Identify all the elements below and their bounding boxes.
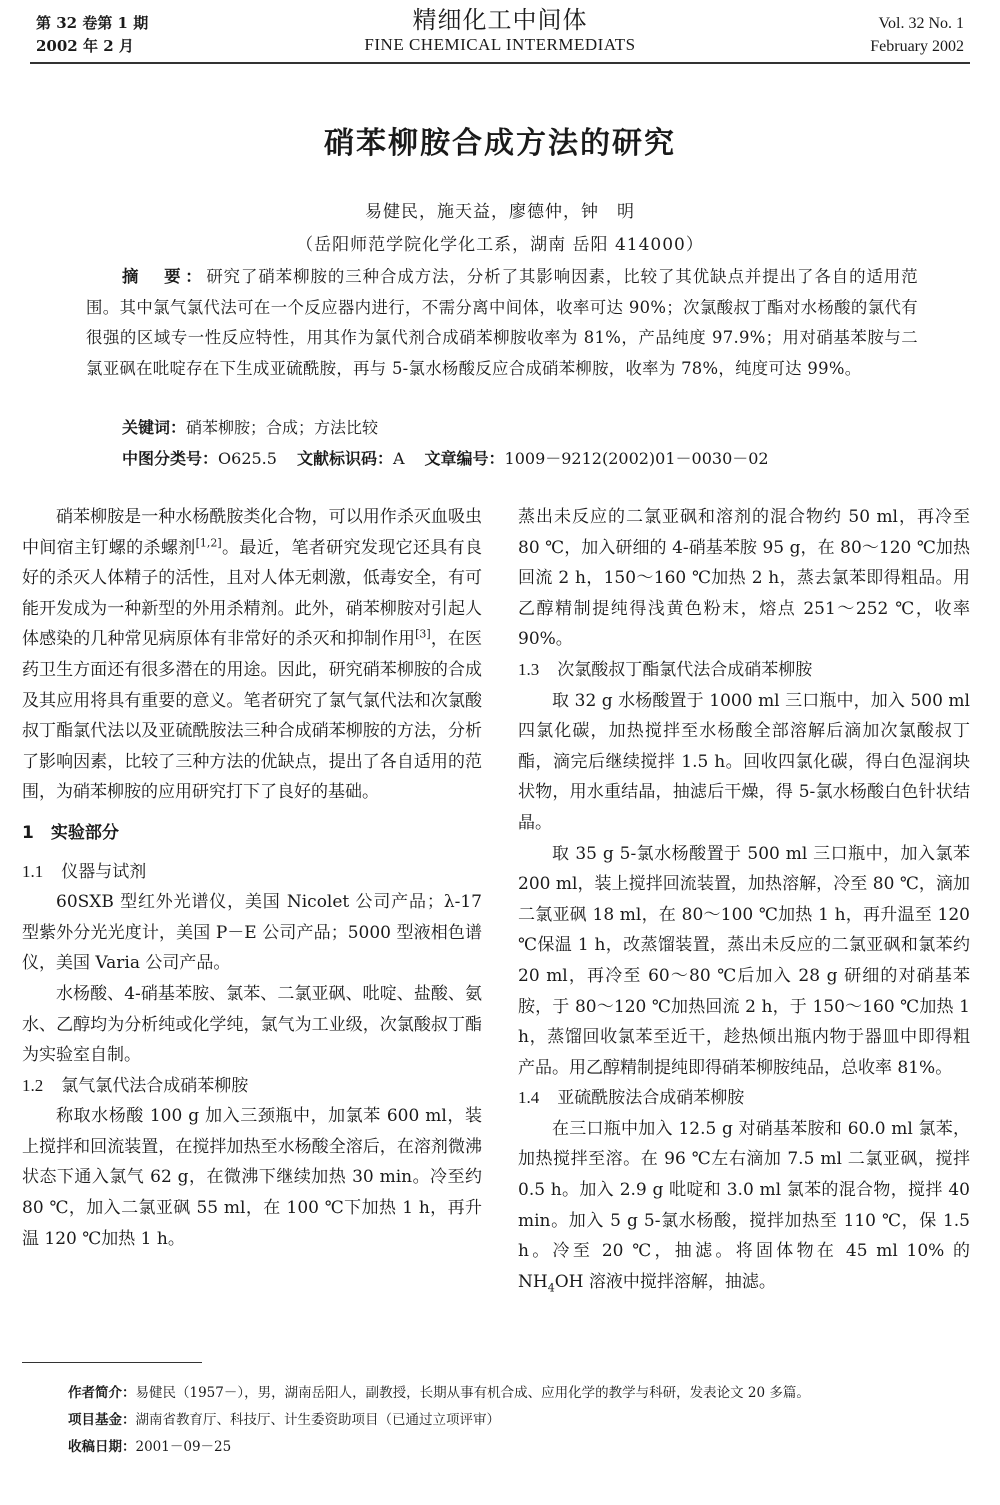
intro-text-3: ，在医药卫生方面还有很多潜在的用途。因此，研究硝苯柳胺的合成及其应用将具有重要的意义。笔者研究了氯气氯代法和次氯酸叔丁酯氯代法以及亚硫酰胺法三种合成硝苯柳胺的方法，分析了影响因素，比较了三种方法的优缺点，提出了各自适用的范围，为硝苯柳胺的应用研究打下了良好的基础。 — [22, 629, 483, 803]
section-heading-1: 1 实验部分 — [22, 822, 119, 843]
paragraph-hypochlorite-a: 取 32 g 水杨酸置于 1000 ml 三口瓶中，加入 500 ml 四氯化碳，加热搅拌至水杨酸全部溶解后滴加次氯酸叔丁酯，滴完后继续搅拌 1.5 h。回收四氯化碳，得白色湿润块状物，用水重结晶，抽滤后干燥，得 5-氯水杨酸白色针状结晶。 — [518, 690, 970, 833]
subsection-heading-1-1 — [22, 857, 482, 888]
intro-text-1: 硝苯柳胺是一种水杨酰胺类化合物，可以用作杀灭血吸虫中间宿主钉螺的杀螺剂 — [22, 507, 482, 558]
footnote-fund — [68, 1407, 810, 1434]
header-volume-en: Vol. 32 No. 1 — [878, 15, 964, 32]
subsection-title: 次氯酸叔丁酯氯代法合成硝苯柳胺 — [557, 659, 813, 680]
footnote-author — [68, 1380, 810, 1407]
footnote-author-label: 作者简介： — [68, 1385, 136, 1401]
header-issue-info-en — [870, 12, 964, 58]
subsection-heading-1-4 — [518, 1083, 970, 1114]
paragraph-sulfinylamine — [518, 1114, 970, 1298]
intro-paragraph — [22, 502, 482, 808]
header-journal — [0, 6, 1000, 56]
citation-3: [3] — [415, 627, 431, 641]
running-header — [0, 0, 1000, 62]
subscript-4: 4 — [547, 1281, 555, 1295]
paragraph-chlorine-method: 称取水杨酸 100 g 加入三颈瓶中，加氯苯 600 ml，装上搅拌和回流装置，在搅拌加热至水杨酸全溶后，在溶剂微沸状态下通入氯气 62 g，在微沸下继续加热 30 min。冷至约 80 ℃，加入二氯亚砜 55 ml，在 100 ℃下加热 1 h，再升温 120 ℃加热 1 h。 — [22, 1106, 482, 1249]
journal-title-cn: 精细化工中间体 — [412, 6, 588, 34]
subsection-number: 1.3 — [518, 659, 540, 679]
paragraph-reagents: 水杨酸、4-硝基苯胺、氯苯、二氯亚砜、吡啶、盐酸、氨水、乙醇均为分析纯或化学纯，氯气为工业级，次氯酸叔丁酯为实验室自制。 — [22, 983, 482, 1066]
article-id-value: 1009－9212(2002)01－0030－02 — [504, 449, 769, 468]
right-column — [518, 502, 970, 1297]
intro-text-2: 。最近，笔者研究发现它还具有良好的杀灭人体精子的活性，且对人体无刺激，低毒安全，有可能开发成为一种新型的外用杀精剂。此外，硝苯柳胺对引起人体感染的几种常见病原体有非常好的杀灭和抑制作用 — [22, 537, 483, 650]
journal-title-en: FINE CHEMICAL INTERMEDIATS — [364, 35, 636, 54]
clc-label: 中图分类号： — [122, 449, 219, 468]
footnote-received-label: 收稿日期： — [68, 1439, 136, 1455]
subsection-heading-1-2 — [22, 1071, 482, 1102]
footnote-fund-text: 湖南省教育厅、科技厅、计生委资助项目（已通过立项评审） — [135, 1412, 500, 1428]
footnote-fund-label: 项目基金： — [68, 1412, 136, 1428]
sulfinylamine-text-2: OH 溶液中搅拌溶解，抽滤。 — [554, 1271, 776, 1292]
header-volume: 第 32 卷第 1 期 — [36, 14, 149, 32]
article-affiliation: （岳阳师范学院化学化工系，湖南 岳阳 414000） — [296, 235, 704, 255]
abstract-text: 研究了硝苯柳胺的三种合成方法，分析了其影响因素，比较了其优缺点并提出了各自的适用范围。其中氯气氯代法可在一个反应器内进行，不需分离中间体，收率可达 90%；次氯酸叔丁酯对水杨酸的氯代有很强的区域专一性反应特性，用其作为氯代剂合成硝苯柳胺收率为 81%，产品纯度 97.9%；用对硝基苯胺与二氯亚砜在吡啶存在下生成亚硫酰胺，再与 5-氯水杨酸反应合成硝苯柳胺，收率为 78%，纯度可达 99%。 — [86, 267, 918, 378]
doc-code-label: 文献标识码： — [296, 449, 393, 468]
header-date-en: February 2002 — [870, 38, 964, 55]
subsection-title: 亚硫酰胺法合成硝苯柳胺 — [557, 1088, 745, 1109]
paragraph-hypochlorite-b: 取 35 g 5-氯水杨酸置于 500 ml 三口瓶中，加入氯苯 200 ml，装上搅拌回流装置，加热溶解，冷至 80 ℃，滴加二氯亚砜 18 ml，在 80～100 ℃加热 1 h，再升温至 120 ℃保温 1 h，改蒸馏装置，蒸出未反应的二氯亚砜和氯苯约 20 ml，再冷至 60～80 ℃后加入 28 g 研细的对硝基苯胺，于 80～120 ℃加热回流 2 h，于 150～160 ℃加热 1 h，蒸馏回收氯苯至近干，趁热倾出瓶内物于器皿中即得粗产品。用乙醇精制提纯即得硝苯柳胺纯品，总收率 81%。 — [518, 843, 970, 1078]
clc-value: O625.5 — [218, 449, 277, 468]
keywords-label: 关键词： — [122, 418, 187, 437]
article-id-label: 文章编号： — [424, 449, 505, 468]
header-date: 2002 年 2 月 — [36, 37, 134, 55]
footnote-author-text: 易健民（1957－），男，湖南岳阳人，副教授，长期从事有机合成、应用化学的教学与科研，发表论文 20 多篇。 — [135, 1385, 810, 1401]
classification-line — [122, 448, 769, 470]
footnote-rule — [22, 1362, 202, 1363]
subsection-number: 1.2 — [22, 1075, 44, 1095]
keywords-text: 硝苯柳胺；合成；方法比较 — [186, 418, 379, 437]
subsection-title: 氯气氯代法合成硝苯柳胺 — [61, 1075, 249, 1096]
paragraph-chlorine-method-cont: 蒸出未反应的二氯亚砜和溶剂的混合物约 50 ml，再冷至 80 ℃，加入研细的 4-硝基苯胺 95 g，在 80～120 ℃加热回流 2 h，150～160 ℃加热 2 h，蒸去氯苯即得粗品。用乙醇精制提纯得浅黄色粉末，熔点 251～252 ℃，收率 90%。 — [518, 507, 970, 650]
abstract — [86, 262, 918, 384]
footnote-received — [68, 1434, 810, 1461]
citation-1-2: [1,2] — [195, 535, 222, 549]
keywords — [122, 417, 378, 439]
footnote-received-date: 2001－09－25 — [135, 1439, 232, 1455]
subsection-heading-1-3 — [518, 655, 970, 686]
abstract-label: 摘 要： — [122, 267, 207, 286]
subsection-title: 仪器与试剂 — [61, 861, 147, 882]
footnotes — [68, 1380, 810, 1461]
article-title: 硝苯柳胺合成方法的研究 — [324, 126, 676, 161]
sulfinylamine-text-1: 在三口瓶中加入 12.5 g 对硝基苯胺和 60.0 ml 氯苯，加热搅拌至溶。在 96 ℃左右滴加 7.5 ml 二氯亚砜，搅拌 0.5 h。加入 2.9 g 吡啶和 3.0 ml 氯苯的混合物，搅拌 40 min。加入 5 g 5-氯水杨酸，搅拌加热至 110 ℃，保 1.5 h。冷至 20 ℃，抽滤。将固体物在 45 ml 10% 的 NH — [518, 1118, 970, 1292]
subsection-number: 1.1 — [22, 861, 44, 881]
header-rule — [30, 62, 970, 64]
left-column — [22, 502, 482, 1254]
subsection-number: 1.4 — [518, 1088, 540, 1108]
article-authors: 易健民，施天益，廖德仲，钟 明 — [365, 202, 635, 222]
doc-code-value: A — [392, 449, 405, 468]
paragraph-instruments: 60SXB 型红外光谱仪，美国 Nicolet 公司产品；λ-17 型紫外分光光度计，美国 P－E 公司产品；5000 型液相色谱仪，美国 Varia 公司产品。 — [22, 892, 482, 974]
